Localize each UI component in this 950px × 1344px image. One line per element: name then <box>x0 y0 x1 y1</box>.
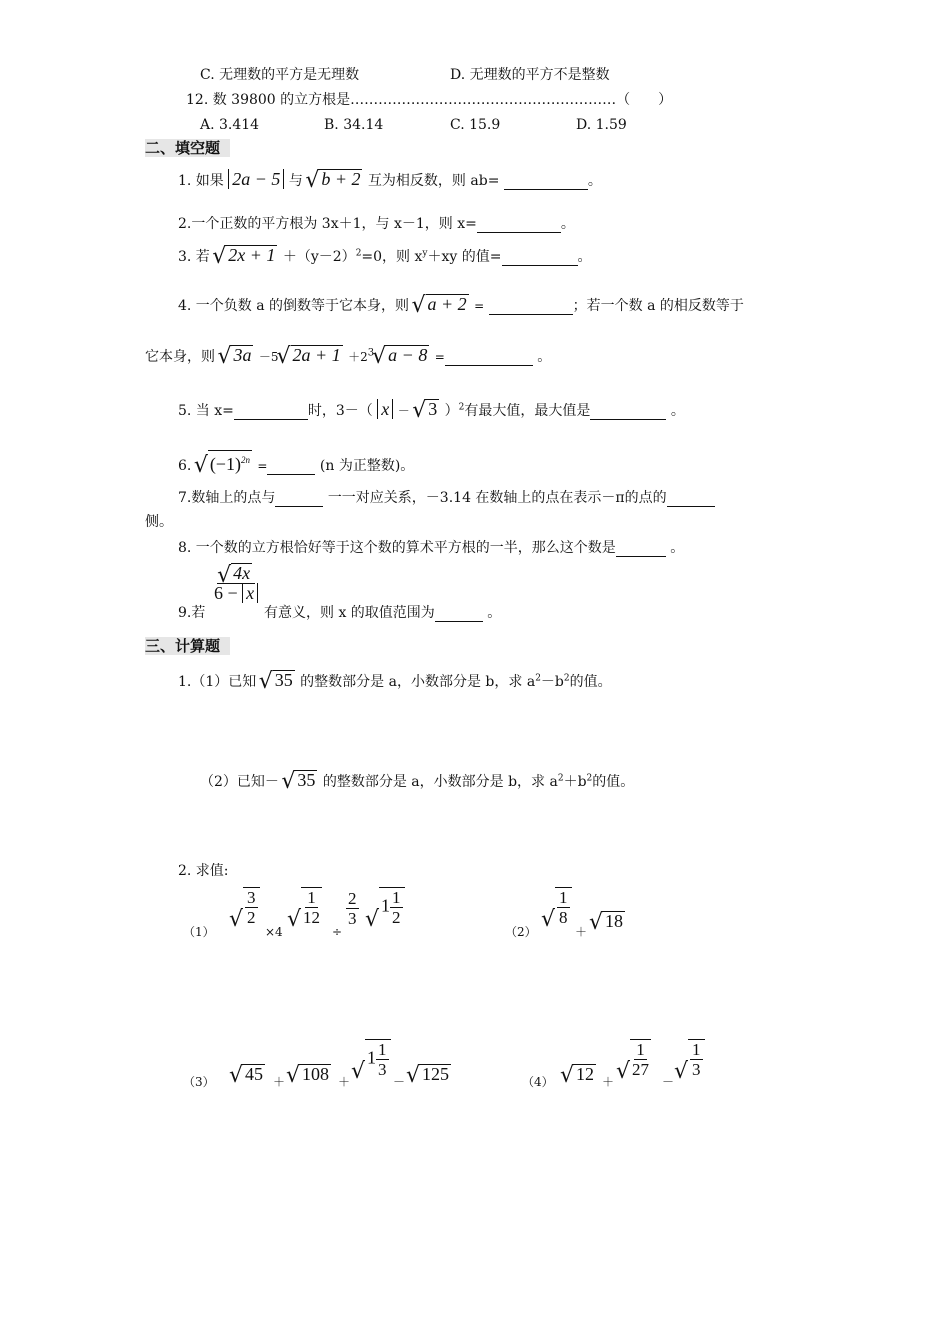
fill-q9-tail-wrap: 有意义，则 x 的取值范围为 。 <box>264 605 502 621</box>
answer-blank[interactable] <box>275 506 323 507</box>
answer-blank[interactable] <box>616 556 666 557</box>
sqrt-a-plus-2: √ a + 2 <box>414 292 470 313</box>
sqrt-1-over-3: √ $\frac{1}{3}$ <box>676 1037 706 1079</box>
calc-q2-title: 2. 求值: <box>178 863 229 879</box>
answer-blank[interactable] <box>445 365 533 366</box>
fill-q5-b: 时，3－（ <box>307 403 373 419</box>
sqrt-2a-plus-1: √ 2a + 1 <box>279 343 344 364</box>
sqrt-125: √ 125 <box>408 1062 452 1083</box>
section-calculation-title: 三、计算题 <box>145 637 230 655</box>
fill-q6-label: 6. <box>178 458 192 474</box>
sqrt-2x-plus-1: √ 2x + 1 <box>214 243 278 264</box>
fill-q4-c: 它本身，则 <box>145 349 215 365</box>
sqrt-3: √ 3 <box>414 397 440 418</box>
q12-option-d: D. 1.59 <box>576 117 627 133</box>
plus: ＋ <box>575 925 588 939</box>
exponent: 2 <box>458 402 465 413</box>
answer-blank[interactable] <box>590 419 666 420</box>
equals: = <box>434 350 445 364</box>
fill-q2: 2.一个正数的平方根为 3x＋1，与 x－1，则 x= 。 <box>178 216 575 232</box>
minus: － <box>662 1075 675 1089</box>
fill-q7 <box>178 489 715 507</box>
fill-q4-a: 4. 一个负数 a 的倒数等于它本身，则 <box>178 298 410 314</box>
c1a-a: 1.（1）已知 <box>178 674 257 690</box>
fill-q3-tail: =0，则 x <box>361 249 423 265</box>
answer-blank[interactable] <box>234 419 308 420</box>
c1b-a: （2）已知－ <box>200 774 279 790</box>
fill-q4-b: ；若一个数 a 的相反数等于 <box>572 298 744 314</box>
plus: ＋ <box>338 1075 351 1089</box>
fill-q5: 5. 当 x= 时，3－（ x － √ 3 ）$^2$有最大值，最大值是 。 <box>178 397 685 420</box>
answer-blank[interactable] <box>267 474 315 475</box>
fill-q3-label: 3. 若 <box>178 249 210 265</box>
q12-option-a: A. 3.414 <box>200 117 260 133</box>
answer-blank[interactable] <box>477 232 561 233</box>
sqrt-1-and-1-third: √ 1 $\frac{1}{3}$ <box>353 1037 392 1079</box>
sqrt-b-plus-2: √ b + 2 <box>307 167 363 188</box>
sqrt-45: √ 45 <box>231 1062 266 1083</box>
sqrt-neg1-pow-2n: √ $(-1)^{2n}$ <box>196 448 253 473</box>
minus: － <box>393 1075 406 1089</box>
times-four: ×4 <box>265 925 283 939</box>
sqrt-1-over-8: √ $\frac{1}{8}$ <box>543 885 573 927</box>
cbrt-a-minus-8: √ a − 8 <box>374 343 430 364</box>
fill-q4-line2: 它本身，则 √ 3a －5√ $2a + 1 +2^3√$ a − 8 = 。 <box>145 343 551 366</box>
fill-q6: 6. √ $(-1)^{2n} = (n$ 为正整数)。 <box>178 448 414 475</box>
q12-option-c: C. 15.9 <box>450 117 501 133</box>
p4-label: （4） <box>522 1075 554 1089</box>
cube-root-index: 3 <box>367 347 375 359</box>
plus: ＋ <box>602 1075 615 1089</box>
option-c: C. 无理数的平方是无理数 <box>200 67 360 83</box>
abs-expression: 2a − 5 <box>228 169 284 189</box>
p2-label: （2） <box>505 925 537 939</box>
answer-blank[interactable] <box>667 506 715 507</box>
fill-q7-a: 7.数轴上的点与 <box>178 490 276 506</box>
fill-q3-mid: ＋（y－2） <box>282 249 356 265</box>
fill-q4 <box>178 292 744 315</box>
p3-label: （3） <box>183 1075 215 1089</box>
fill-q8-text: 8. 一个数的立方根恰好等于这个数的算术平方根的一半，那么这个数是 <box>178 540 616 556</box>
fraction-sqrt4x-over-6-absx: √ $\frac{4x}{6 - x}$ <box>214 561 258 603</box>
q12-stem: 12. 数 39800 的立方根是…………………………………………………（ ） <box>186 92 673 108</box>
fill-q3-tail2: ＋xy 的值= <box>427 249 502 265</box>
minus: － <box>397 404 410 418</box>
fill-q1-label: 1. 如果 <box>178 173 224 189</box>
answer-blank[interactable] <box>504 189 588 190</box>
equals: = <box>474 299 485 313</box>
sqrt-3-over-2: √ $\frac{3}{2}$ <box>231 885 261 927</box>
exponent: 2 <box>355 248 362 259</box>
sqrt-108: √ 108 <box>288 1062 332 1083</box>
fill-q9-label: 9.若 <box>178 605 206 621</box>
sqrt-1-over-12: √ $\frac{1}{12}$ <box>289 885 323 927</box>
fill-q1-tail: 互为相反数，则 ab= <box>367 173 500 189</box>
minus-five: －5 <box>258 350 279 364</box>
fill-q1-mid: 与 <box>288 173 303 189</box>
fill-q5-c: ） <box>444 403 459 419</box>
answer-blank[interactable] <box>489 314 573 315</box>
sqrt-1-and-1-half: √ 1 $\frac{1}{2}$ <box>367 885 406 927</box>
answer-blank[interactable] <box>502 265 578 266</box>
sqrt-35: √ 35 <box>283 768 318 789</box>
fill-q5-d: 有最大值，最大值是 <box>464 403 591 419</box>
abs-x: x <box>377 399 393 419</box>
calc-q1-part1: 1.（1）已知 √ 35 的整数部分是 a，小数部分是 b，求 $a^2-b^2$的值。 <box>178 668 612 691</box>
answer-blank[interactable] <box>435 621 483 622</box>
option-d: D. 无理数的平方不是整数 <box>450 67 610 83</box>
fill-q5-a: 5. 当 x= <box>178 403 234 419</box>
fill-q2-text: 2.一个正数的平方根为 3x＋1，与 x－1，则 x= <box>178 216 477 232</box>
fill-q8: 8. 一个数的立方根恰好等于这个数的算术平方根的一半，那么这个数是 。 <box>178 540 685 556</box>
fill-q3: 3. 若 √ $2x + 1 +(y-2)^2=0$，则 $x^y+xy$ 的值= 。 <box>178 243 592 266</box>
plus-two: ＋2 <box>348 350 368 364</box>
c1b-b: 的整数部分是 a，小数部分是 b，求 a <box>322 774 558 790</box>
plus: ＋ <box>273 1075 286 1089</box>
fill-q1: 1. 如果 2a − 5 与 √ b + 2 互为相反数，则 ab= 。 <box>178 167 602 190</box>
calc-q1-part2: （2）已知－ √ 35 的整数部分是 a，小数部分是 b，求 $a^2+b^2$的值。 <box>200 768 634 791</box>
fill-q7-b: 一一对应关系，－3.14 在数轴上的点在表示－π的点的 <box>327 490 667 506</box>
sqrt-35: √ 35 <box>261 668 296 689</box>
exponent: y <box>422 248 428 259</box>
section-fill-blank-title: 二、填空题 <box>145 139 230 157</box>
p1-label: （1） <box>183 925 215 939</box>
fill-q6-tail: (n 为正整数)。 <box>319 458 415 474</box>
fill-q7-line2: 侧。 <box>145 514 173 530</box>
sqrt-1-over-27: √ $\frac{1}{27}$ <box>618 1037 652 1079</box>
q12-option-b: B. 34.14 <box>324 117 384 133</box>
c1a-b: 的整数部分是 a，小数部分是 b，求 a <box>300 674 536 690</box>
sqrt-3a: √ 3a <box>219 343 254 364</box>
fraction-2-over-3: $\frac{2}{3}$ <box>348 889 357 928</box>
sqrt-12: √ 12 <box>562 1062 597 1083</box>
sqrt-18: √ 18 <box>591 909 626 930</box>
divide: ÷ <box>332 925 343 939</box>
